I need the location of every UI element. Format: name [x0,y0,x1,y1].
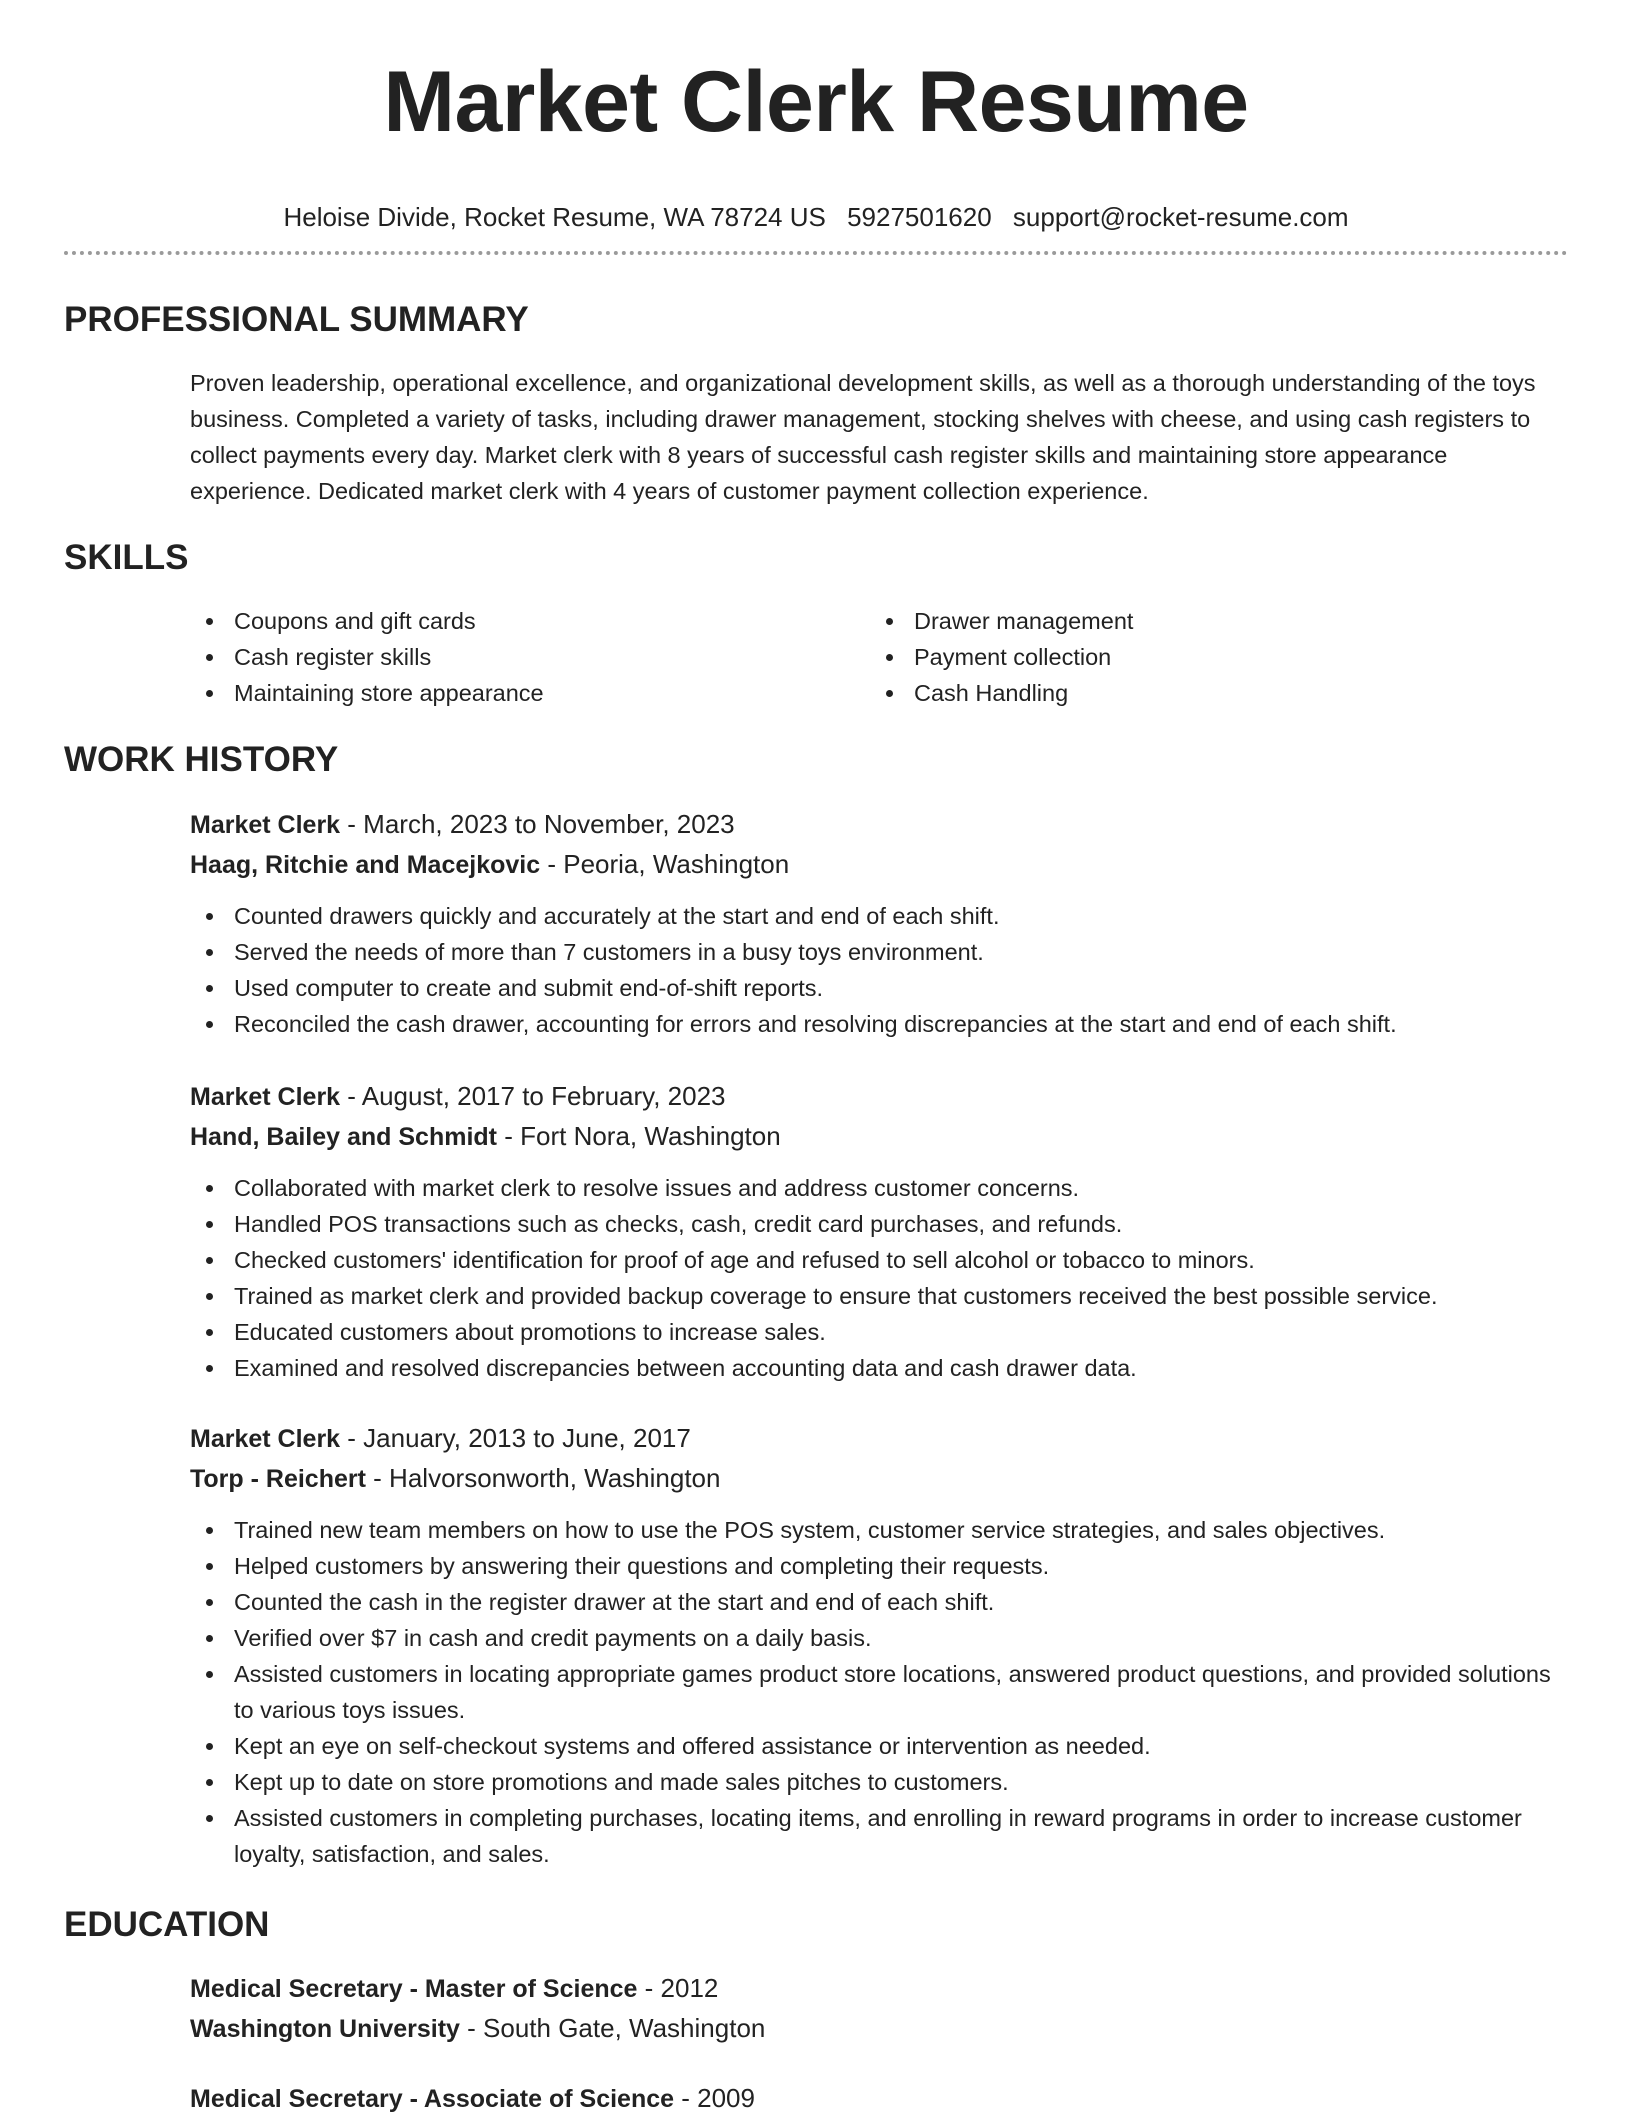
skills-column-left [190,603,870,711]
skill-item: Drawer management [870,603,1550,639]
section-title-work-history: WORK HISTORY [64,740,339,779]
job-location: - Peoria, Washington [540,849,790,879]
resume-header [64,52,1568,234]
education-school-line [190,2009,1570,2049]
education-degree: Medical Secretary - Associate of Science [190,2085,675,2112]
job-company-line [190,1117,1570,1157]
skills-list [190,603,1570,711]
job-bullet: Verified over $7 in cash and credit payments on a daily basis. [190,1620,1570,1656]
education-school: Washington University [190,2015,460,2043]
job-bullet: Counted the cash in the register drawer at the start and end of each shift. [190,1584,1570,1620]
job-bullets [190,1170,1570,1386]
job-entry [190,805,1570,1042]
education-year: - 2009 [674,2083,755,2112]
job-entry [190,1077,1570,1386]
job-company: Hand, Bailey and Schmidt [190,1123,498,1151]
contact-phone: 5927501620 [847,202,992,232]
job-bullet: Used computer to create and submit end-of-shift reports. [190,970,1570,1006]
job-entry [190,1419,1570,1872]
job-bullet: Educated customers about promotions to increase sales. [190,1314,1570,1350]
skills-column-right [870,603,1550,711]
job-location: - Halvorsonworth, Washington [365,1463,721,1493]
job-company: Torp - Reichert [190,1465,366,1493]
education-entry [190,2079,1570,2112]
job-bullet: Helped customers by answering their questions and completing their requests. [190,1548,1570,1584]
education-entry [190,1969,1570,2049]
job-bullets [190,1512,1570,1872]
contact-address: Heloise Divide, Rocket Resume, WA 78724 US [283,202,826,232]
section-title-skills: SKILLS [64,538,189,577]
job-bullet: Counted drawers quickly and accurately at the start and end of each shift. [190,898,1570,934]
job-bullet: Reconciled the cash drawer, accounting for errors and resolving discrepancies at the start and end of each shift. [190,1006,1570,1042]
job-bullet: Collaborated with market clerk to resolve issues and address customer concerns. [190,1170,1570,1206]
job-bullets [190,898,1570,1042]
job-bullet: Handled POS transactions such as checks, cash, credit card purchases, and refunds. [190,1206,1570,1242]
header-divider [64,251,1568,255]
job-bullet: Assisted customers in completing purchases, locating items, and enrolling in reward programs in order to increase customer loyalty, satisfaction, and sales. [190,1800,1570,1872]
job-bullet: Trained new team members on how to use the POS system, customer service strategies, and sales objectives. [190,1512,1570,1548]
job-dates: - March, 2023 to November, 2023 [340,809,735,839]
section-title-summary: PROFESSIONAL SUMMARY [64,300,529,339]
skill-item: Maintaining store appearance [190,675,870,711]
summary-text: Proven leadership, operational excellence, and organizational development skills, as well as a thorough understanding of the toys business. Completed a variety of tasks, including drawer management, stocking shelves with cheese, and using cash registers to collect payments every day. Market clerk with 8 years of successful cash register skills and maintaining store appearance experience. Dedicated market clerk with 4 years of customer payment collection experience. [190,370,1536,504]
job-bullet: Examined and resolved discrepancies between accounting data and cash drawer data. [190,1350,1570,1386]
job-bullet: Kept an eye on self-checkout systems and offered assistance or intervention as needed. [190,1728,1570,1764]
job-bullet: Assisted customers in locating appropriate games product store locations, answered product questions, and provided solutions to various toys issues. [190,1656,1570,1728]
skill-item: Cash register skills [190,639,870,675]
job-bullet: Trained as market clerk and provided backup coverage to ensure that customers received the best possible service. [190,1278,1570,1314]
job-bullet: Checked customers' identification for proof of age and refused to sell alcohol or tobacco to minors. [190,1242,1570,1278]
skill-item: Cash Handling [870,675,1550,711]
skill-item: Coupons and gift cards [190,603,870,639]
job-title: Market Clerk [190,1425,341,1453]
job-company: Haag, Ritchie and Macejkovic [190,851,541,879]
education-degree-line [190,1969,1570,2009]
education-degree-line [190,2079,1570,2112]
job-title: Market Clerk [190,811,341,839]
job-dates: - August, 2017 to February, 2023 [340,1081,726,1111]
job-title-line [190,1077,1570,1117]
resume-title: Market Clerk Resume [383,54,1249,150]
job-title-line [190,1419,1570,1459]
job-bullet: Kept up to date on store promotions and made sales pitches to customers. [190,1764,1570,1800]
job-company-line [190,845,1570,885]
job-title: Market Clerk [190,1083,341,1111]
job-bullet: Served the needs of more than 7 customers in a busy toys environment. [190,934,1570,970]
job-title-line [190,805,1570,845]
education-degree: Medical Secretary - Master of Science [190,1975,638,2003]
section-title-education: EDUCATION [64,1905,270,1944]
job-company-line [190,1459,1570,1499]
contact-email[interactable]: support@rocket-resume.com [1012,202,1349,232]
job-location: - Fort Nora, Washington [497,1121,781,1151]
contact-line [64,200,1568,234]
job-dates: - January, 2013 to June, 2017 [340,1423,691,1453]
education-location: - South Gate, Washington [459,2013,766,2043]
education-year: - 2012 [637,1973,719,2003]
skill-item: Payment collection [870,639,1550,675]
